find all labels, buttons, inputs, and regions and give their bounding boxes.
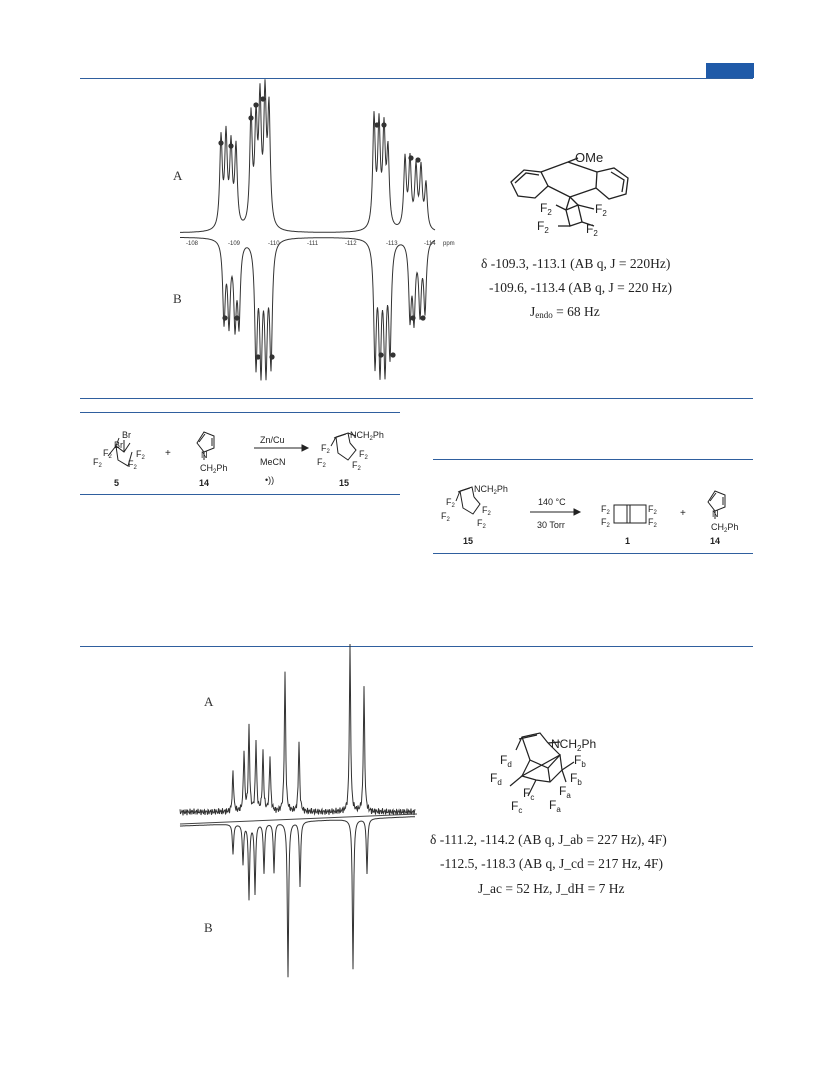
fig2-nmr-line3: J_ac = 52 Hz, J_dH = 7 Hz — [478, 881, 625, 896]
axis-tick-label: -111 — [307, 241, 319, 247]
scheme1-pf2c: $F_2$ — [317, 457, 326, 469]
scheme1-cond-top: Zn/Cu — [260, 435, 285, 445]
f2-label-3: $F_2$ — [537, 219, 549, 235]
axis-tick-label: -108 — [186, 241, 199, 247]
scheme1-f2a: $F_2$ — [103, 448, 112, 460]
scheme1-label-15: 15 — [339, 478, 350, 488]
ome-label: OMe — [575, 150, 604, 165]
scheme1-br1: Br — [122, 430, 131, 440]
scheme1-cond-bottom: MeCN — [260, 457, 286, 467]
scheme2-cond-bottom: 30 Torr — [537, 520, 565, 530]
scheme1-pf2a: $F_2$ — [321, 443, 330, 455]
fig2-fc1: $F_c$ — [523, 786, 535, 802]
axis-tick-label: -113 — [386, 241, 398, 247]
fig1-label-b: B — [173, 291, 182, 306]
fig1-nmr-line3: $J_{endo} = 68$ Hz — [530, 304, 600, 320]
scheme1-br2: Br — [114, 440, 123, 450]
scheme1-label-5: 5 — [114, 478, 120, 488]
scheme2-label-14: 14 — [710, 536, 721, 546]
scheme2-ch2ph: $CH_2Ph$ — [711, 522, 739, 534]
scheme1-n: N — [201, 450, 208, 460]
axis-tick-label: -114 — [424, 241, 436, 247]
scheme1-pf2d: $F_2$ — [352, 460, 361, 472]
scheme1-f2d: $F_2$ — [128, 459, 137, 471]
scheme1-f2c: $F_2$ — [93, 457, 102, 469]
axis-tick-label: -112 — [345, 241, 357, 247]
fig2-fd1: $F_d$ — [500, 753, 512, 769]
scheme1-ch2ph: $CH_2Ph$ — [200, 463, 228, 475]
fig2-label-a: A — [204, 694, 214, 709]
fig2-fc2: $F_c$ — [511, 799, 523, 815]
scheme1-plus: + — [165, 448, 171, 459]
axis-tick-label: -109 — [228, 241, 241, 247]
fig2-label-b: B — [204, 920, 213, 935]
scheme1-cond-extra: •)) — [265, 475, 275, 485]
scheme1-nch2ph: $NCH_2Ph$ — [350, 430, 384, 442]
fig1-label-a: A — [173, 168, 183, 183]
fig2-fa2: $F_a$ — [549, 798, 561, 814]
fig2-nmr-line1: δ -111.2, -114.2 (AB q, J_ab = 227 Hz), 4F) — [430, 832, 667, 847]
axis-tick-label: -110 — [268, 241, 280, 247]
scheme2-pf2c: $F_2$ — [601, 517, 610, 529]
fig2-nch2ph: $NCH_2Ph$ — [551, 737, 597, 753]
scheme2-sf2d: $F_2$ — [477, 518, 486, 530]
scheme2-sf2c: $F_2$ — [441, 511, 450, 523]
fig2-fb1: $F_b$ — [574, 753, 586, 769]
f2-label-2: $F_2$ — [595, 202, 607, 218]
scheme2-label-15: 15 — [463, 536, 474, 546]
scheme2-pf2d: $F_2$ — [648, 517, 657, 529]
f2-label-4: $F_2$ — [586, 222, 598, 238]
fig1-nmr-line2: -109.6, -113.4 (AB q, J = 220 Hz) — [489, 280, 672, 295]
scheme2-pf2b: $F_2$ — [648, 504, 657, 516]
scheme2-label-1: 1 — [625, 536, 631, 546]
scheme1-f2b: $F_2$ — [136, 449, 145, 461]
scheme2-sf2b: $F_2$ — [482, 505, 491, 517]
scheme1-label-14: 14 — [199, 478, 210, 488]
f2-label-1: $F_2$ — [540, 201, 552, 217]
fig2-fd2: $F_d$ — [490, 771, 502, 787]
scheme2-cond-top: 140 °C — [538, 497, 566, 507]
fig1-nmr-line1: δ -109.3, -113.1 (AB q, J = 220Hz) — [481, 256, 671, 271]
scheme2-plus: + — [680, 508, 686, 519]
fig2-fb2: $F_b$ — [570, 771, 582, 787]
scheme2-sf2a: $F_2$ — [446, 497, 455, 509]
scheme2-pf2a: $F_2$ — [601, 504, 610, 516]
axis-unit-label: ppm — [443, 241, 455, 247]
scheme1-pf2b: $F_2$ — [359, 449, 368, 461]
scheme2-n: N — [712, 509, 719, 519]
scheme2-nch2ph: $NCH_2Ph$ — [474, 484, 508, 496]
fig2-nmr-line2: -112.5, -118.3 (AB q, J_cd = 217 Hz, 4F) — [440, 856, 663, 871]
fig2-fa1: $F_a$ — [559, 784, 571, 800]
